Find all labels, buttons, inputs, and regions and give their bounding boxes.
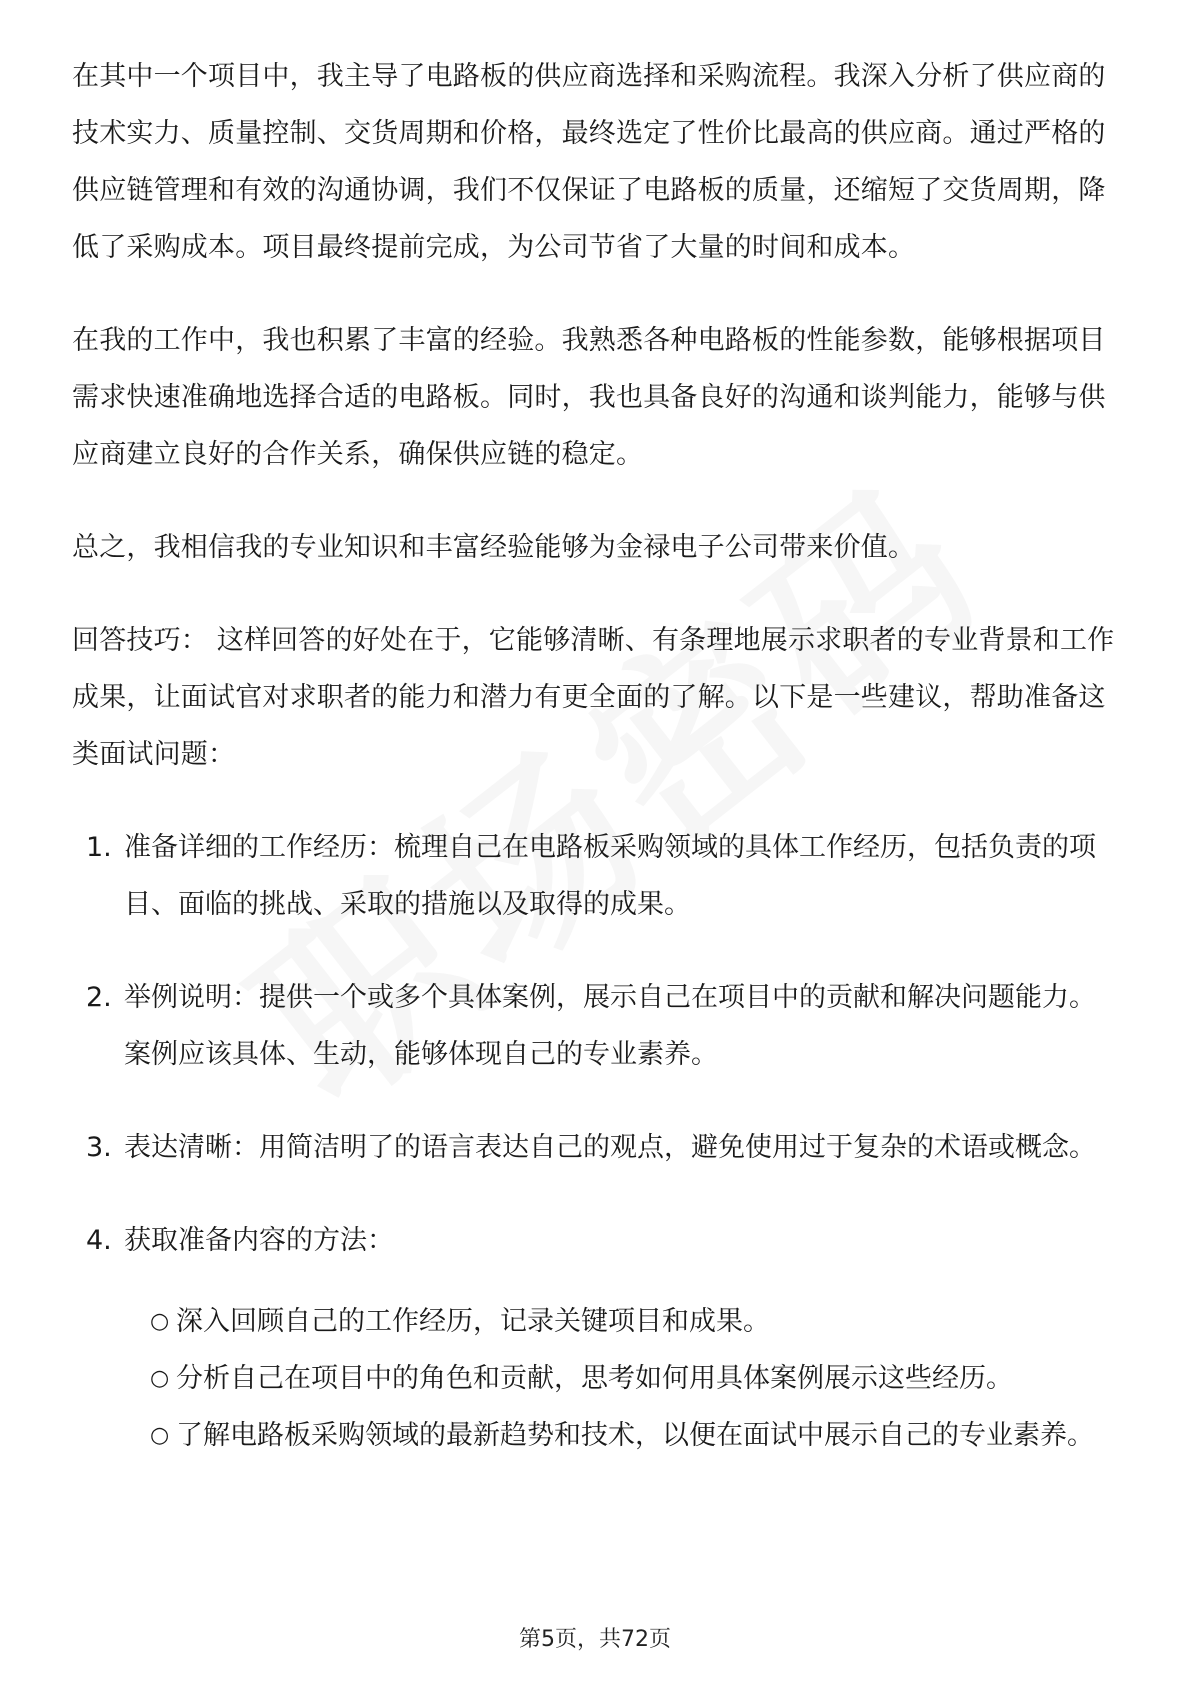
tips-list bbox=[72, 819, 1122, 1464]
sub-list-item bbox=[124, 1407, 1122, 1464]
paragraph-conclusion: 总之，我相信我的专业知识和丰富经验能够为金禄电子公司带来价值。 bbox=[72, 532, 916, 563]
sub-list-item-text: 深入回顾自己的工作经历，记录关键项目和成果。 bbox=[176, 1306, 770, 1337]
list-item-text: 表达清晰：用简洁明了的语言表达自己的观点，避免使用过于复杂的术语或概念。 bbox=[124, 1132, 1096, 1163]
sub-list-item bbox=[124, 1350, 1122, 1407]
paragraph-project-experience: 在其中一个项目中，我主导了电路板的供应商选择和采购流程。我深入分析了供应商的技术实力、质量控制、交货周期和价格，最终选定了性价比最高的供应商。通过严格的供应链管理和有效的沟通协调，我们不仅保证了电路板的质量，还缩短了交货周期，降低了采购成本。项目最终提前完成，为公司节省了大量的时间和成本。 bbox=[72, 61, 1106, 263]
document-body bbox=[72, 48, 1122, 1500]
list-number: 2. bbox=[86, 982, 112, 1013]
sub-list-item-text: 了解电路板采购领域的最新趋势和技术，以便在面试中展示自己的专业素养。 bbox=[176, 1420, 1094, 1451]
list-item bbox=[72, 1119, 1122, 1176]
paragraph-work-experience: 在我的工作中，我也积累了丰富的经验。我熟悉各种电路板的性能参数，能够根据项目需求快速准确地选择合适的电路板。同时，我也具备良好的沟通和谈判能力，能够与供应商建立良好的合作关系，确保供应链的稳定。 bbox=[72, 325, 1106, 470]
list-item bbox=[72, 819, 1122, 933]
paragraph-answer-tips: 回答技巧： 这样回答的好处在于，它能够清晰、有条理地展示求职者的专业背景和工作成果，让面试官对求职者的能力和潜力有更全面的了解。以下是一些建议，帮助准备这类面试问题： bbox=[72, 625, 1115, 770]
circle-bullet-icon: ○ bbox=[150, 1309, 170, 1334]
list-item-text: 举例说明：提供一个或多个具体案例，展示自己在项目中的贡献和解决问题能力。案例应该具体、生动，能够体现自己的专业素养。 bbox=[124, 982, 1096, 1070]
list-number: 4. bbox=[86, 1225, 112, 1256]
sub-list-item bbox=[124, 1293, 1122, 1350]
page-footer: 第5页，共72页 bbox=[519, 1627, 671, 1652]
list-number: 1. bbox=[86, 832, 112, 863]
circle-bullet-icon: ○ bbox=[150, 1366, 170, 1391]
circle-bullet-icon: ○ bbox=[150, 1423, 170, 1448]
list-item-text: 准备详细的工作经历：梳理自己在电路板采购领域的具体工作经历，包括负责的项目、面临的挑战、采取的措施以及取得的成果。 bbox=[124, 832, 1096, 920]
list-number: 3. bbox=[86, 1132, 112, 1163]
list-item bbox=[72, 1212, 1122, 1464]
list-item-text: 获取准备内容的方法： bbox=[124, 1225, 394, 1256]
sub-list-item-text: 分析自己在项目中的角色和贡献，思考如何用具体案例展示这些经历。 bbox=[176, 1363, 1013, 1394]
sub-list bbox=[124, 1293, 1122, 1464]
list-item bbox=[72, 969, 1122, 1083]
